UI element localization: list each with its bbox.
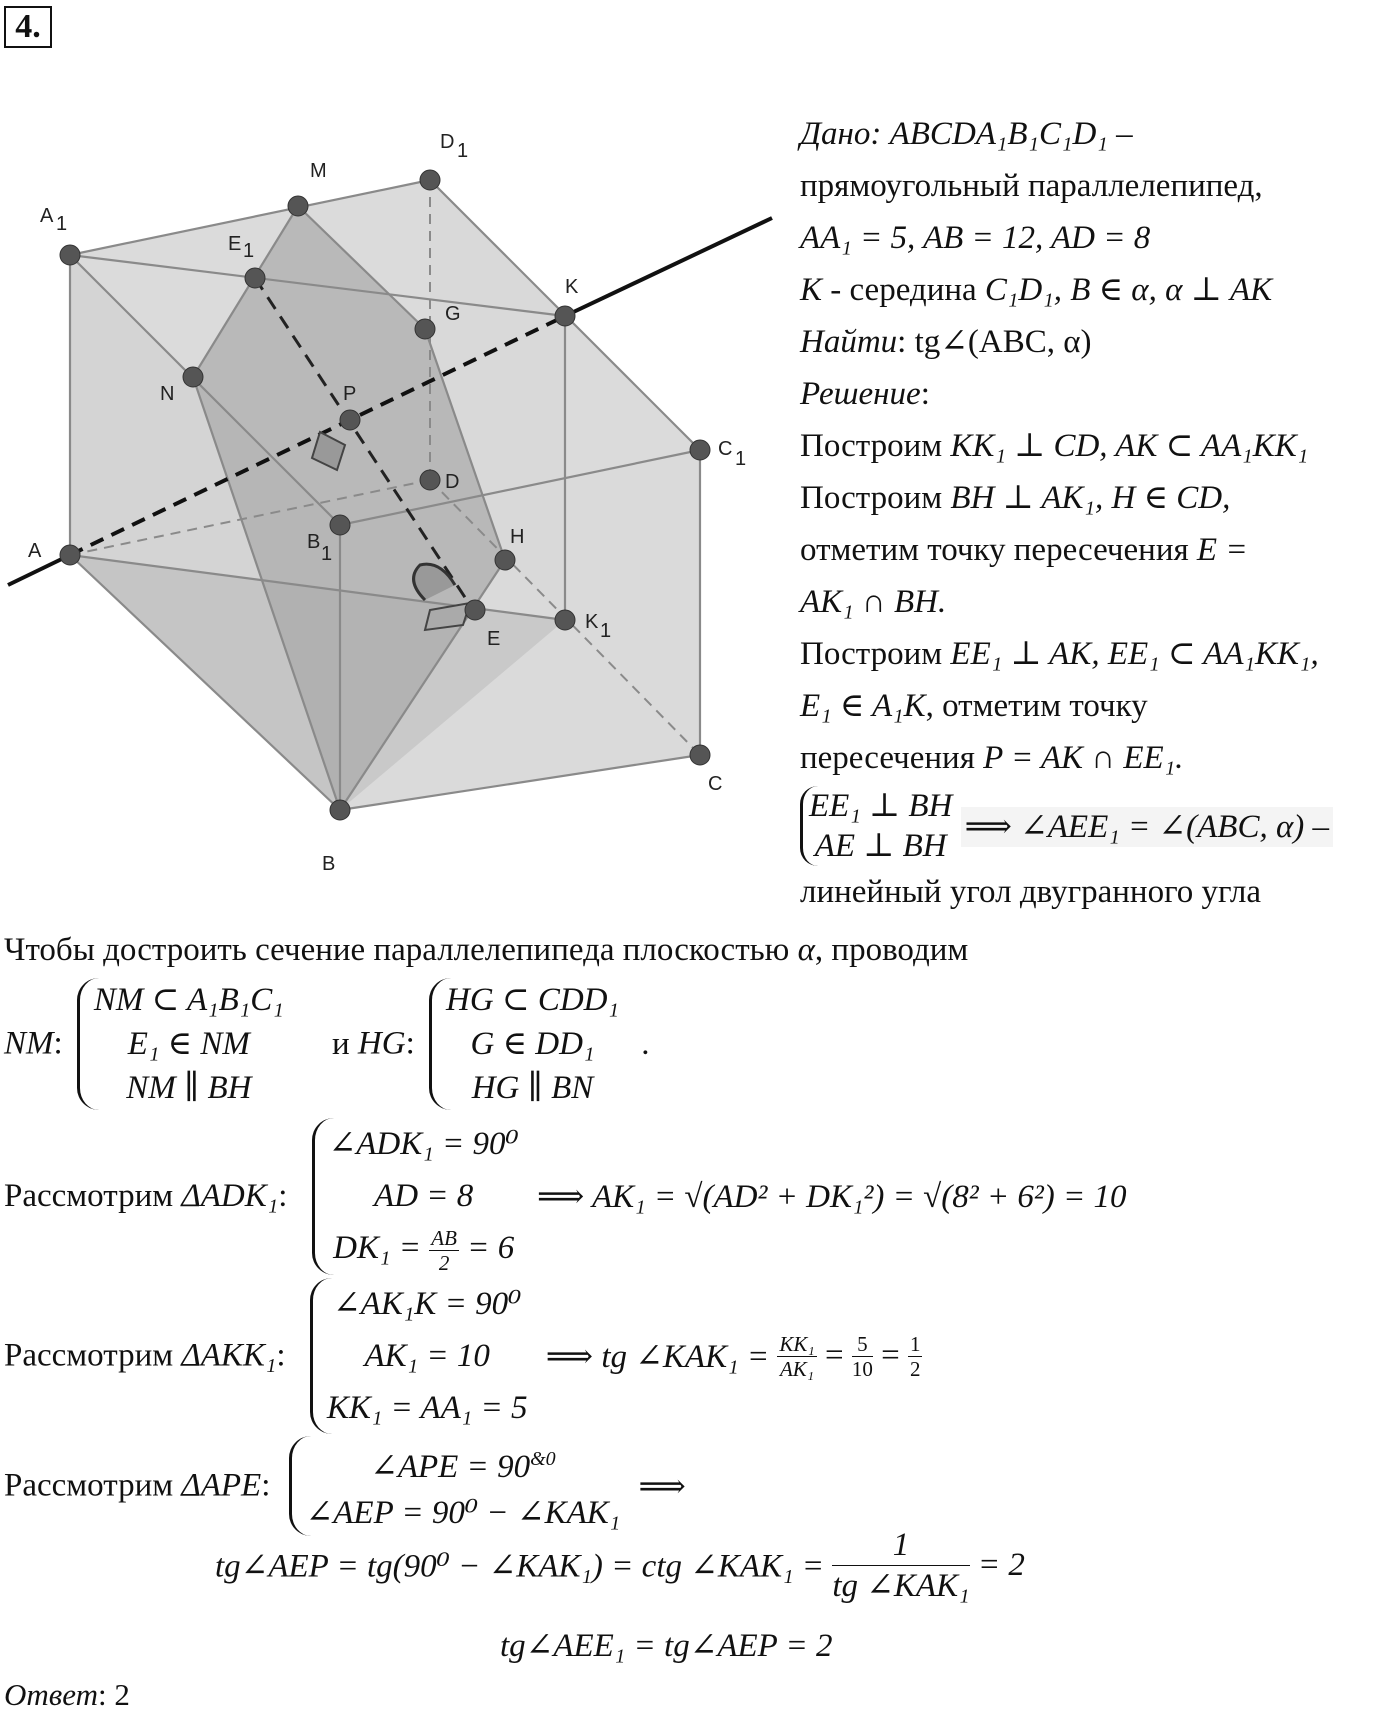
solution-step-2: Построим BH ⊥ AK₁, H ∈ CD, bbox=[800, 480, 1231, 516]
solution-step-1: Построим KK₁ ⊥ CD, AK ⊂ AA₁KK₁ bbox=[800, 428, 1309, 464]
final-line-2: tg∠AEE₁ = tg∠AEP = 2 bbox=[500, 1628, 833, 1664]
solution-step-7: пересечения P = AK ∩ EE₁. bbox=[800, 740, 1184, 776]
section-systems: NM: NM ⊂ A₁B₁C₁ E₁ ∈ NM NM ∥ BH и HG: HG ⊂ CDD₁ G ∈ DD₁ HG ∥ BN . bbox=[4, 978, 649, 1110]
solution-step-8: линейный угол двугранного угла bbox=[800, 874, 1262, 910]
hg-system: HG ⊂ CDD₁ G ∈ DD₁ HG ∥ BN bbox=[429, 978, 619, 1110]
label-A1: A bbox=[40, 205, 54, 227]
given-line-1: Дано: ABCDA₁B₁C₁D₁ – bbox=[800, 116, 1133, 152]
svg-text:1: 1 bbox=[457, 140, 469, 162]
solution-step-4: AK₁ ∩ BH. bbox=[800, 584, 947, 620]
section-intro: Чтобы достроить сечение параллелепипеда плоскостью α, проводим bbox=[4, 932, 969, 968]
label-H: H bbox=[510, 526, 525, 548]
label-K1: K bbox=[585, 611, 599, 633]
given-line-3: AA₁ = 5, AB = 12, AD = 8 bbox=[800, 220, 1151, 256]
label-C1: C bbox=[718, 438, 733, 460]
parallelepiped-figure bbox=[0, 110, 780, 880]
label-E1: E bbox=[228, 233, 242, 255]
label-D: D bbox=[445, 471, 460, 493]
label-K: K bbox=[565, 276, 579, 298]
solution-step-6: E₁ ∈ A₁K, отметим точку bbox=[800, 688, 1148, 724]
label-G: G bbox=[445, 303, 461, 325]
triangle-adk1-block: Рассмотрим ΔADK₁: ∠ADK₁ = 90⁰ AD = 8 DK₁ = $\frac{AB}{2}$ = 6 ⟹ AK₁ = √(AD² + DK₁²) = √(8² + 6²) = 10 bbox=[4, 1118, 1127, 1275]
label-B1: B bbox=[307, 531, 321, 553]
triangle-akk1-block: Рассмотрим ΔAKK₁: ∠AK₁K = 90⁰ AK₁ = 10 KK₁ = AA₁ = 5 ⟹ tg ∠KAK₁ = $\frac{\text{KK₁}}{\text{AK₁}}$ = $\frac{5}{10}$ = $\frac{1}{2}$ bbox=[4, 1278, 922, 1434]
answer: Ответ: 2 bbox=[4, 1677, 130, 1712]
given-line-4: K - середина C₁D₁, B ∈ α, α ⊥ AK bbox=[800, 272, 1273, 308]
triangle-ape-block: Рассмотрим ΔAPE: ∠APE = $90^{\&0}$ ∠AEP = 90⁰ − ∠KAK₁ ⟹ bbox=[4, 1436, 686, 1536]
label-B: B bbox=[322, 853, 336, 875]
final-line-1: tg∠AEP = tg(90⁰ − ∠KAK₁) = ctg ∠KAK₁ = $\frac{1}{\text{tg ∠KAK₁}}$ = 2 bbox=[215, 1527, 1025, 1604]
nm-system: NM ⊂ A₁B₁C₁ E₁ ∈ NM NM ∥ BH bbox=[77, 978, 284, 1110]
svg-text:1: 1 bbox=[243, 240, 255, 262]
label-C: C bbox=[708, 773, 723, 795]
svg-text:1: 1 bbox=[56, 213, 68, 235]
find-line: Найти: tg∠(ABC, α) bbox=[800, 324, 1092, 360]
given-line-2: прямоугольный параллелепипед, bbox=[800, 168, 1263, 204]
label-E: E bbox=[487, 628, 501, 650]
svg-text:1: 1 bbox=[321, 543, 333, 565]
label-D1: D bbox=[440, 131, 455, 153]
solution-heading: Решение: bbox=[800, 376, 930, 412]
svg-text:1: 1 bbox=[600, 620, 612, 642]
svg-text:1: 1 bbox=[735, 448, 747, 470]
given-block bbox=[800, 108, 1333, 918]
solution-step-5: Построим EE₁ ⊥ AK, EE₁ ⊂ AA₁KK₁, bbox=[800, 636, 1319, 672]
label-A: A bbox=[28, 540, 42, 562]
label-P: P bbox=[343, 383, 357, 405]
problem-number: 4. bbox=[4, 6, 52, 48]
label-N: N bbox=[160, 383, 175, 405]
solution-step-3: отметим точку пересечения E = bbox=[800, 532, 1248, 568]
label-M: M bbox=[310, 160, 327, 182]
perpendicular-system: EE₁ ⊥ BH AE ⊥ BH ⟹ ∠AEE₁ = ∠(ABC, α) – bbox=[800, 786, 1333, 866]
